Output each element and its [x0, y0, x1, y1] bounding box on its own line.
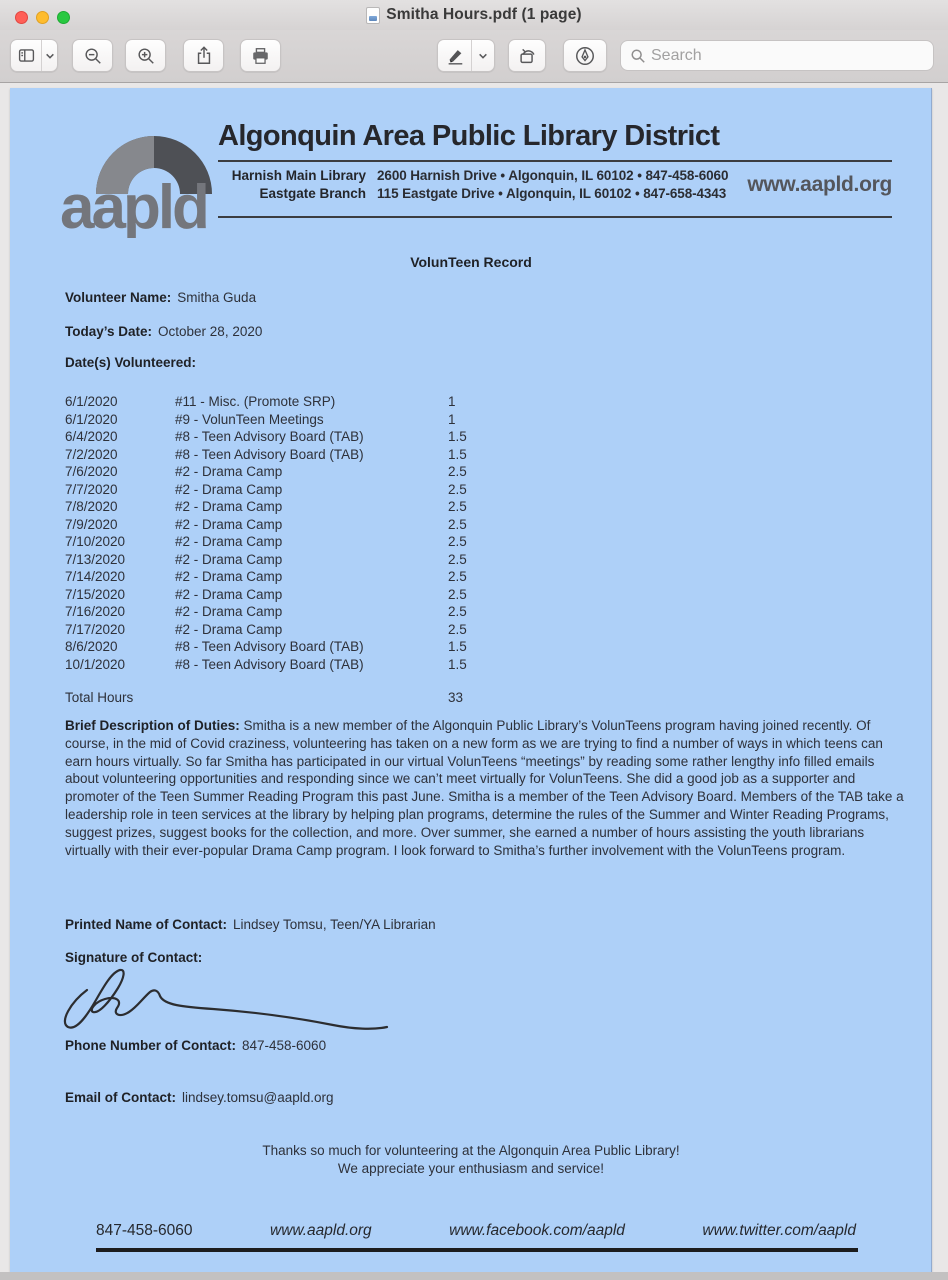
entry-hours: 2.5 [448, 586, 467, 602]
footer-facebook-link: www.facebook.com/aapld [449, 1222, 625, 1239]
duties-label: Brief Description of Duties: [65, 718, 240, 733]
entry-date: 6/1/2020 [65, 411, 118, 427]
entry-date: 10/1/2020 [65, 656, 126, 672]
sidebar-view-icon [11, 40, 41, 71]
pdf-document-icon [366, 7, 380, 24]
district-name: Algonquin Area Public Library District [218, 120, 720, 152]
volunteer-entry-row [65, 603, 585, 621]
volunteer-entry-row [65, 568, 585, 586]
phone-value: 847-458-6060 [242, 1038, 327, 1053]
volunteer-entry-row [65, 551, 585, 569]
entry-date: 7/2/2020 [65, 446, 118, 462]
entry-hours: 2.5 [448, 621, 467, 637]
library-logo [58, 112, 236, 238]
pdf-page [10, 88, 932, 1272]
footer-phone: 847-458-6060 [96, 1222, 193, 1239]
markup-pen-button[interactable] [437, 39, 495, 72]
total-hours-row [65, 690, 585, 705]
total-hours-value: 33 [448, 690, 464, 705]
duties-text: Smitha is a new member of the Algonquin Public Library’s VolunTeens program having joined recently. Of course, in the mid of Covid craziness, volunteering has taken on a new form as we are trying to find a number of ways in which teens can earn hours virtually. So far Smitha has participated in our virtual VolunTeens “meetings” by reading some rather lengthy info filled emails about volunteering opportunities and responding since we can’t meet virtually for VolunTeens. She did a good job as a supporter and promoter of the Teen Summer Reading Program this past June. Smitha is a member of the Teen Advisory Board. Members of the TAB take a leadership role in teen services at the library by helping plan programs, determine the rules of the Summer and Winter Reading Programs, suggest prizes, suggest books for the collection, and more. Over summer, she earned a number of hours assisting the youth librarians virtually with their ever-popular Drama Camp program. I look forward to Smitha’s further involvement with the VolunTeens program. [65, 718, 904, 858]
printed-name-row [65, 917, 436, 932]
zoom-in-icon [136, 46, 156, 66]
phone-label: Phone Number of Contact: [65, 1038, 236, 1053]
entry-hours: 1 [448, 411, 456, 427]
document-title: VolunTeen Record [410, 254, 532, 270]
entry-date: 7/15/2020 [65, 586, 126, 602]
location-name: Eastgate Branch [259, 186, 366, 201]
volunteer-entry-row [65, 621, 585, 639]
location-address: 2600 Harnish Drive • Algonquin, IL 60102 • 847-458-6060 [377, 168, 729, 183]
entry-activity: #2 - Drama Camp [175, 604, 283, 619]
volunteer-entry-row [65, 498, 585, 516]
toolbar [0, 30, 948, 83]
volunteer-entry-row [65, 516, 585, 534]
dates-volunteered-label: Date(s) Volunteered: [65, 355, 197, 370]
location-row [218, 167, 737, 185]
zoom-out-button[interactable] [72, 39, 113, 72]
window-bottom-edge [0, 1272, 948, 1280]
window-title: Smitha Hours.pdf (1 page) [386, 6, 582, 23]
page-footer [96, 1222, 856, 1240]
volunteer-entry-row [65, 656, 585, 674]
location-name: Harnish Main Library [231, 168, 366, 183]
entry-hours: 2.5 [448, 534, 467, 549]
phone-row [65, 1038, 326, 1053]
rotate-left-icon [517, 45, 538, 66]
entry-hours: 1.5 [448, 446, 467, 462]
email-label: Email of Contact: [65, 1090, 177, 1105]
entry-activity: #2 - Drama Camp [175, 499, 283, 514]
volunteer-name-label: Volunteer Name: [65, 290, 172, 305]
entry-hours: 2.5 [448, 499, 467, 514]
printed-name-value: Lindsey Tomsu, Teen/YA Librarian [233, 917, 436, 932]
markup-toolbar-button[interactable] [563, 39, 607, 72]
todays-date-label: Today’s Date: [65, 324, 153, 339]
footer-rule [96, 1248, 858, 1252]
markup-pen-icon [438, 40, 471, 71]
window-titlebar [0, 0, 948, 30]
zoom-in-button[interactable] [125, 39, 166, 72]
entry-hours: 2.5 [448, 464, 467, 479]
entry-hours: 1 [448, 394, 456, 409]
entry-date: 8/6/2020 [65, 639, 118, 654]
volunteer-entry-row [65, 481, 585, 499]
volunteer-entries [65, 393, 585, 673]
dates-volunteered-row [65, 355, 196, 370]
volunteer-entry-row [65, 428, 585, 446]
entry-activity: #2 - Drama Camp [175, 569, 283, 584]
print-icon [250, 46, 271, 66]
entry-activity: #2 - Drama Camp [175, 551, 283, 567]
print-button[interactable] [240, 39, 281, 72]
email-row [65, 1090, 334, 1105]
volunteer-entry-row [65, 446, 585, 464]
logo-text: aapld [60, 173, 207, 238]
entry-date: 7/7/2020 [65, 481, 118, 497]
volunteer-entry-row [65, 533, 585, 551]
view-options-button[interactable] [10, 39, 58, 72]
search-input[interactable] [651, 47, 924, 65]
entry-date: 7/10/2020 [65, 534, 126, 549]
thanks-line-2: We appreciate your enthusiasm and service! [337, 1161, 605, 1176]
todays-date-value: October 28, 2020 [158, 324, 263, 339]
volunteer-entry-row [65, 586, 585, 604]
volunteer-entry-row [65, 463, 585, 481]
chevron-down-icon [41, 40, 57, 71]
entry-hours: 2.5 [448, 569, 467, 584]
volunteer-name-row [65, 290, 256, 305]
entry-activity: #2 - Drama Camp [175, 621, 283, 637]
entry-activity: #2 - Drama Camp [175, 586, 283, 602]
entry-hours: 2.5 [448, 481, 467, 497]
entry-date: 7/9/2020 [65, 516, 118, 532]
email-value: lindsey.tomsu@aapld.org [182, 1090, 334, 1105]
entry-date: 7/14/2020 [65, 569, 126, 584]
library-website: www.aapld.org [747, 173, 892, 196]
entry-activity: #8 - Teen Advisory Board (TAB) [175, 446, 364, 462]
thanks-message [10, 1142, 932, 1178]
entry-activity: #2 - Drama Camp [175, 464, 283, 479]
printed-name-label: Printed Name of Contact: [65, 917, 228, 932]
entry-activity: #2 - Drama Camp [175, 516, 283, 532]
entry-hours: 2.5 [448, 604, 467, 619]
location-row [218, 185, 737, 203]
entry-activity: #8 - Teen Advisory Board (TAB) [175, 429, 364, 444]
share-button[interactable] [183, 39, 224, 72]
markup-toolbar-icon [574, 45, 596, 67]
signature-label: Signature of Contact: [65, 950, 203, 965]
entry-activity: #2 - Drama Camp [175, 481, 283, 497]
entry-activity: #8 - Teen Advisory Board (TAB) [175, 656, 364, 672]
volunteer-entry-row [65, 638, 585, 656]
total-hours-label: Total Hours [65, 690, 134, 705]
zoom-out-icon [83, 46, 103, 66]
signature-scribble [55, 962, 435, 1037]
footer-twitter-link: www.twitter.com/aapld [702, 1222, 856, 1239]
entry-activity: #2 - Drama Camp [175, 534, 283, 549]
entry-date: 7/17/2020 [65, 621, 126, 637]
entry-activity: #11 - Misc. (Promote SRP) [175, 394, 336, 409]
search-field[interactable] [620, 40, 934, 71]
entry-hours: 2.5 [448, 516, 467, 532]
volunteer-entry-row [65, 411, 585, 429]
header-rule-bottom [218, 216, 892, 218]
entry-activity: #8 - Teen Advisory Board (TAB) [175, 639, 364, 654]
location-address: 115 Eastgate Drive • Algonquin, IL 60102 • 847-658-4343 [377, 186, 727, 201]
entry-date: 7/8/2020 [65, 499, 118, 514]
volunteer-name-value: Smitha Guda [177, 290, 257, 305]
rotate-left-button[interactable] [508, 39, 546, 72]
entry-date: 6/4/2020 [65, 429, 118, 444]
entry-date: 7/13/2020 [65, 551, 126, 567]
share-icon [194, 45, 214, 66]
entry-hours: 2.5 [448, 551, 467, 567]
letterhead [218, 120, 892, 218]
entry-hours: 1.5 [448, 656, 467, 672]
entry-date: 6/1/2020 [65, 394, 118, 409]
entry-hours: 1.5 [448, 429, 467, 444]
footer-website-link: www.aapld.org [270, 1222, 372, 1239]
volunteer-entry-row [65, 393, 585, 411]
todays-date-row [65, 324, 262, 339]
entry-hours: 1.5 [448, 639, 467, 654]
thanks-line-1: Thanks so much for volunteering at the Algonquin Area Public Library! [262, 1143, 680, 1158]
search-icon [630, 48, 646, 64]
chevron-down-icon[interactable] [471, 40, 494, 71]
entry-date: 7/6/2020 [65, 464, 118, 479]
entry-activity: #9 - VolunTeen Meetings [175, 411, 324, 427]
duties-paragraph [65, 717, 907, 859]
entry-date: 7/16/2020 [65, 604, 126, 619]
